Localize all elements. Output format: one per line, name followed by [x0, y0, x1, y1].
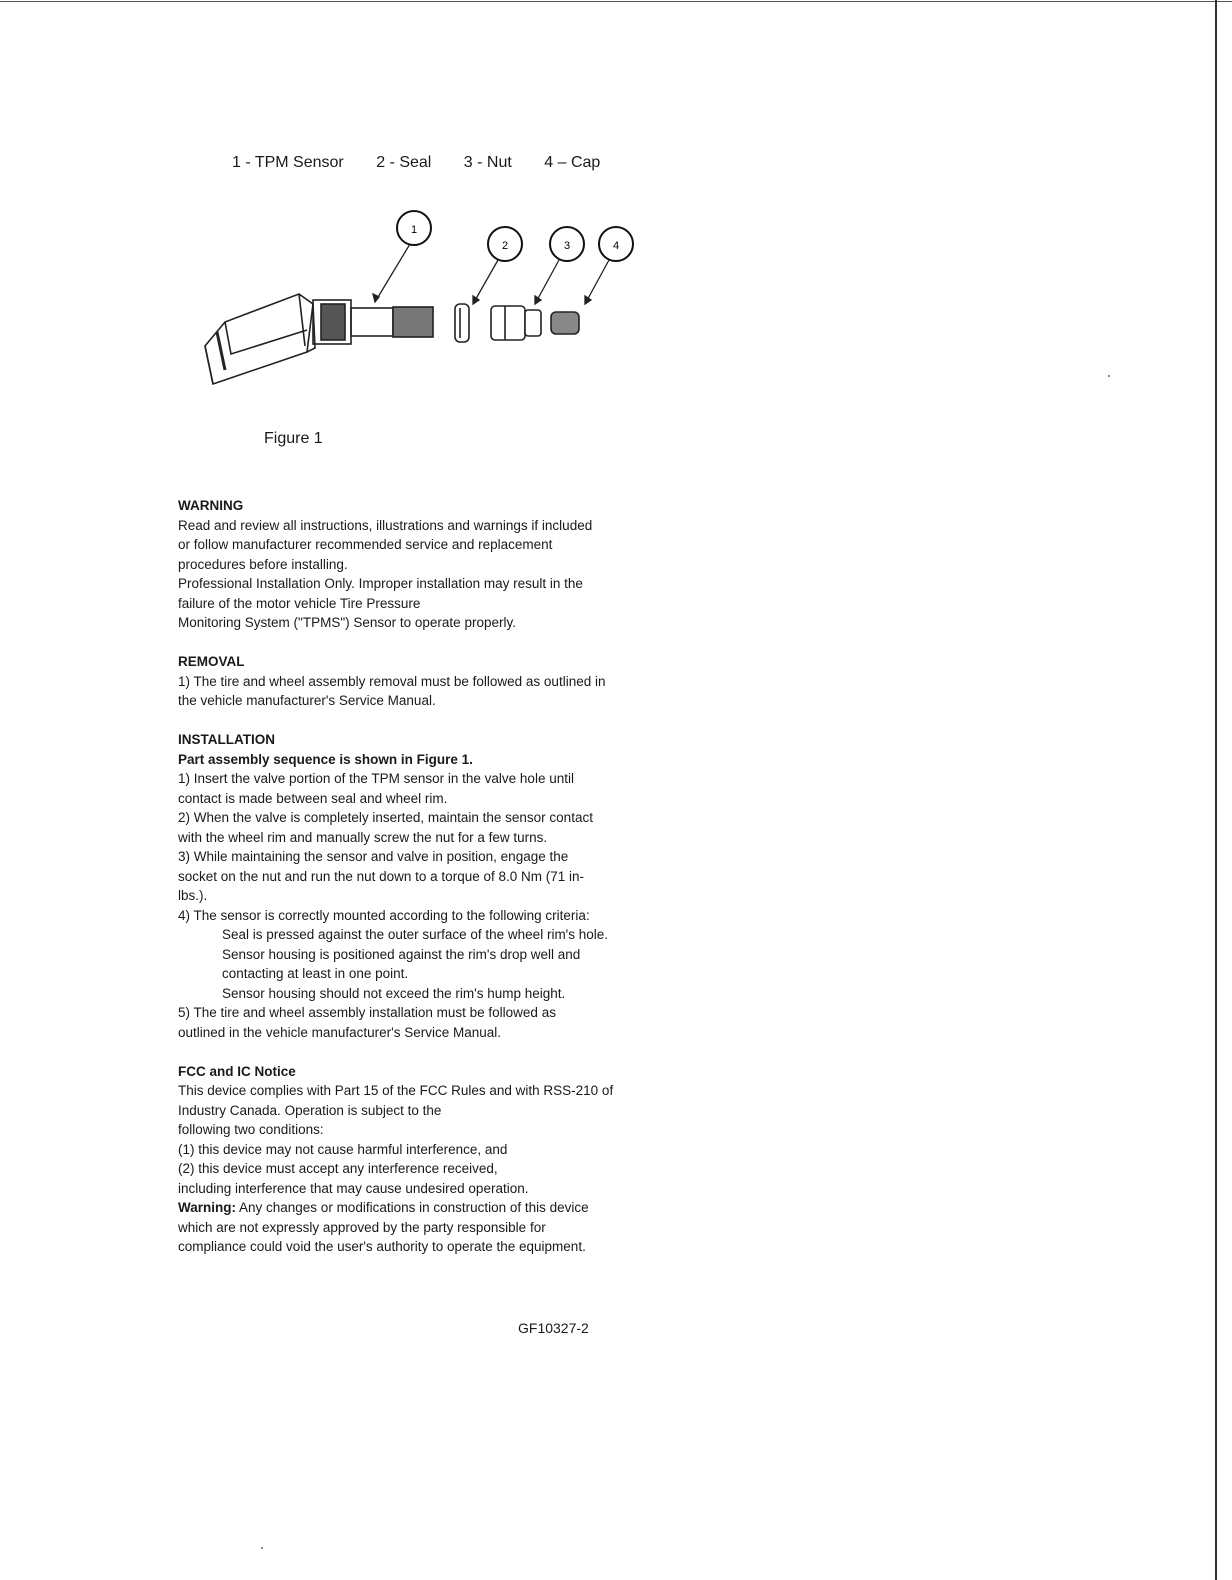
- criteria-line: Sensor housing is positioned against the rim's drop well and: [222, 946, 581, 962]
- installation-line: contact is made between seal and wheel rim.: [178, 790, 448, 806]
- tpms-parts-illustration: [195, 200, 655, 400]
- callout-2: 2: [501, 240, 509, 252]
- nut-part: [491, 306, 541, 340]
- cap-part: [551, 312, 579, 334]
- fcc-line: This device complies with Part 15 of the FCC Rules and with RSS-210 of: [178, 1083, 614, 1098]
- installation-line: lbs.).: [178, 888, 208, 903]
- fcc-line: Industry Canada. Operation is subject to the: [178, 1102, 442, 1118]
- callout-4: 4: [612, 240, 620, 252]
- installation-subheading: Part assembly sequence is shown in Figure 1.: [178, 751, 473, 767]
- figure-caption: Figure 1: [264, 430, 323, 447]
- seal-part: [455, 304, 469, 342]
- scan-edge-top: [0, 1, 1232, 4]
- installation-line: 4) The sensor is correctly mounted according to the following criteria:: [178, 907, 590, 923]
- warning-line: procedures before installing.: [178, 556, 348, 572]
- installation-heading: INSTALLATION: [178, 732, 275, 747]
- fcc-warning-label: Warning:: [178, 1200, 236, 1215]
- installation-line: 1) Insert the valve portion of the TPM sensor in the valve hole until: [178, 771, 574, 786]
- warning-line: or follow manufacturer recommended service and replacement: [178, 537, 553, 552]
- warning-line: Read and review all instructions, illustrations and warnings if included: [178, 517, 593, 533]
- legend-seal: 2 - Seal: [376, 154, 432, 171]
- tpm-sensor-body: [205, 294, 433, 384]
- scan-edge-right: [1215, 0, 1220, 1580]
- callout-3: 3: [563, 240, 571, 252]
- instructions-body: [178, 496, 658, 1257]
- fcc-heading: FCC and IC Notice: [178, 1063, 296, 1079]
- criteria-line: contacting at least in one point.: [222, 966, 409, 981]
- legend-nut: 3 - Nut: [463, 154, 512, 171]
- criteria-line: Sensor housing should not exceed the rim's hump height.: [222, 985, 566, 1001]
- fcc-warning-line: [178, 1198, 658, 1218]
- fcc-line: (2) this device must accept any interference received,: [178, 1161, 498, 1176]
- fcc-line: following two conditions:: [178, 1122, 324, 1137]
- installation-line: socket on the nut and run the nut down to a torque of 8.0 Nm (71 in-: [178, 868, 585, 884]
- removal-heading: REMOVAL: [178, 654, 245, 669]
- installation-line: 2) When the valve is completely inserted, maintain the sensor contact: [178, 810, 593, 825]
- fcc-line: including interference that may cause undesired operation.: [178, 1180, 529, 1196]
- removal-line: 1) The tire and wheel assembly removal must be followed as outlined in: [178, 673, 606, 689]
- scan-speck: [1108, 375, 1110, 377]
- callout-circles: [397, 211, 633, 261]
- warning-heading: WARNING: [178, 498, 244, 513]
- parts-legend: [232, 154, 628, 172]
- legend-tpm-sensor: 1 - TPM Sensor: [232, 154, 344, 171]
- warning-line: Monitoring System ("TPMS") Sensor to operate properly.: [178, 615, 516, 630]
- document-number: GF10327-2: [518, 1320, 589, 1336]
- fcc-line: (1) this device may not cause harmful interference, and: [178, 1141, 508, 1157]
- warning-line: Professional Installation Only. Improper installation may result in the: [178, 576, 583, 591]
- warning-line: failure of the motor vehicle Tire Pressure: [178, 595, 421, 611]
- installation-line: 5) The tire and wheel assembly installation must be followed as: [178, 1005, 556, 1020]
- fcc-warning-line: which are not expressly approved by the party responsible for: [178, 1219, 546, 1235]
- installation-line: with the wheel rim and manually screw the nut for a few turns.: [178, 829, 548, 845]
- callout-1: 1: [410, 224, 418, 236]
- scan-speck: [261, 1547, 263, 1549]
- installation-line: outlined in the vehicle manufacturer's Service Manual.: [178, 1024, 501, 1040]
- fcc-warning-text: Any changes or modifications in construction of this device: [236, 1200, 589, 1215]
- installation-line: 3) While maintaining the sensor and valve in position, engage the: [178, 849, 569, 864]
- removal-line: the vehicle manufacturer's Service Manual.: [178, 693, 436, 708]
- legend-cap: 4 – Cap: [544, 154, 601, 171]
- fcc-warning-line: compliance could void the user's authority to operate the equipment.: [178, 1239, 586, 1254]
- criteria-line: Seal is pressed against the outer surface of the wheel rim's hole.: [222, 927, 609, 942]
